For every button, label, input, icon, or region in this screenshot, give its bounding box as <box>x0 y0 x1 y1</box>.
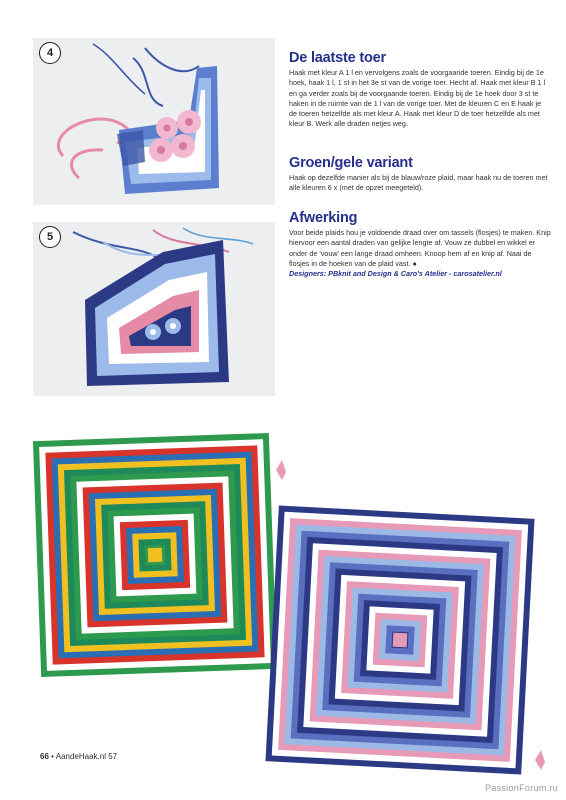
magazine-name: AandeHaak.nl 57 <box>55 752 118 761</box>
step-5-photo <box>33 222 275 396</box>
section-groen-gele-variant <box>289 155 551 194</box>
step-4-photo <box>33 38 275 205</box>
section-title: Afwerking <box>289 210 358 226</box>
blanket-center <box>148 548 162 562</box>
section-de-laatste-toer <box>289 50 551 130</box>
footer-bullet: • <box>51 752 54 761</box>
page-footer <box>40 752 117 761</box>
green-blanket <box>33 433 277 677</box>
section-body-text: Voor beide plaids hou je voldoende draad over om tassels (flosjes) te maken. Knip hiervoor een aantal draden van gelijke lengte af. Vouw ze dubbel en wikkel er onder de 'vouw' een lange draad omheen. Knoop hem af en knip af. Naai de flosjes in de hoeken van de plaid vast. ● <box>289 228 551 268</box>
blanket-center <box>393 633 408 648</box>
section-body <box>289 228 551 279</box>
section-body: Haak met kleur A 1 l en vervolgens zoals de voorgaande toeren. Eindig bij de 1e hoek, haak 1 l, 1 st in het 3e st van de vorige toer. Hecht af. Haak met kleur B 1 l en ga verder zoals bij de voorgaande toeren. Eindig bij de 1e hoek door 3 st te haken in de ruimte van de 1 l van de vorige toer. Met de kleuren C en E haak je de toeren hetzelfde als met kleur A. Haak met kleur D de toer hetzelfde als met kleur B. Werk alle draden netjes weg. <box>289 68 546 129</box>
step-4-badge: 4 <box>39 42 61 64</box>
watermark: PassionForum.ru <box>484 783 558 793</box>
tassel <box>276 460 286 480</box>
section-afwerking <box>289 210 551 279</box>
step-5-badge: 5 <box>39 226 61 248</box>
section-title: De laatste toer <box>289 50 386 66</box>
tassel <box>535 750 545 770</box>
designer-credit: Designers: PBknit and Design & Caro's Atelier - carosatelier.nl <box>289 269 502 279</box>
blue-blanket <box>265 505 534 774</box>
section-body: Haak op dezelfde manier als bij de blauw/roze plaid, maar haak nu de toeren met alle kleuren 6 x (met de opzet meegeteld). <box>289 173 548 193</box>
page-number: 66 <box>40 752 49 761</box>
section-title: Groen/gele variant <box>289 155 413 171</box>
blankets-photo <box>30 405 550 785</box>
